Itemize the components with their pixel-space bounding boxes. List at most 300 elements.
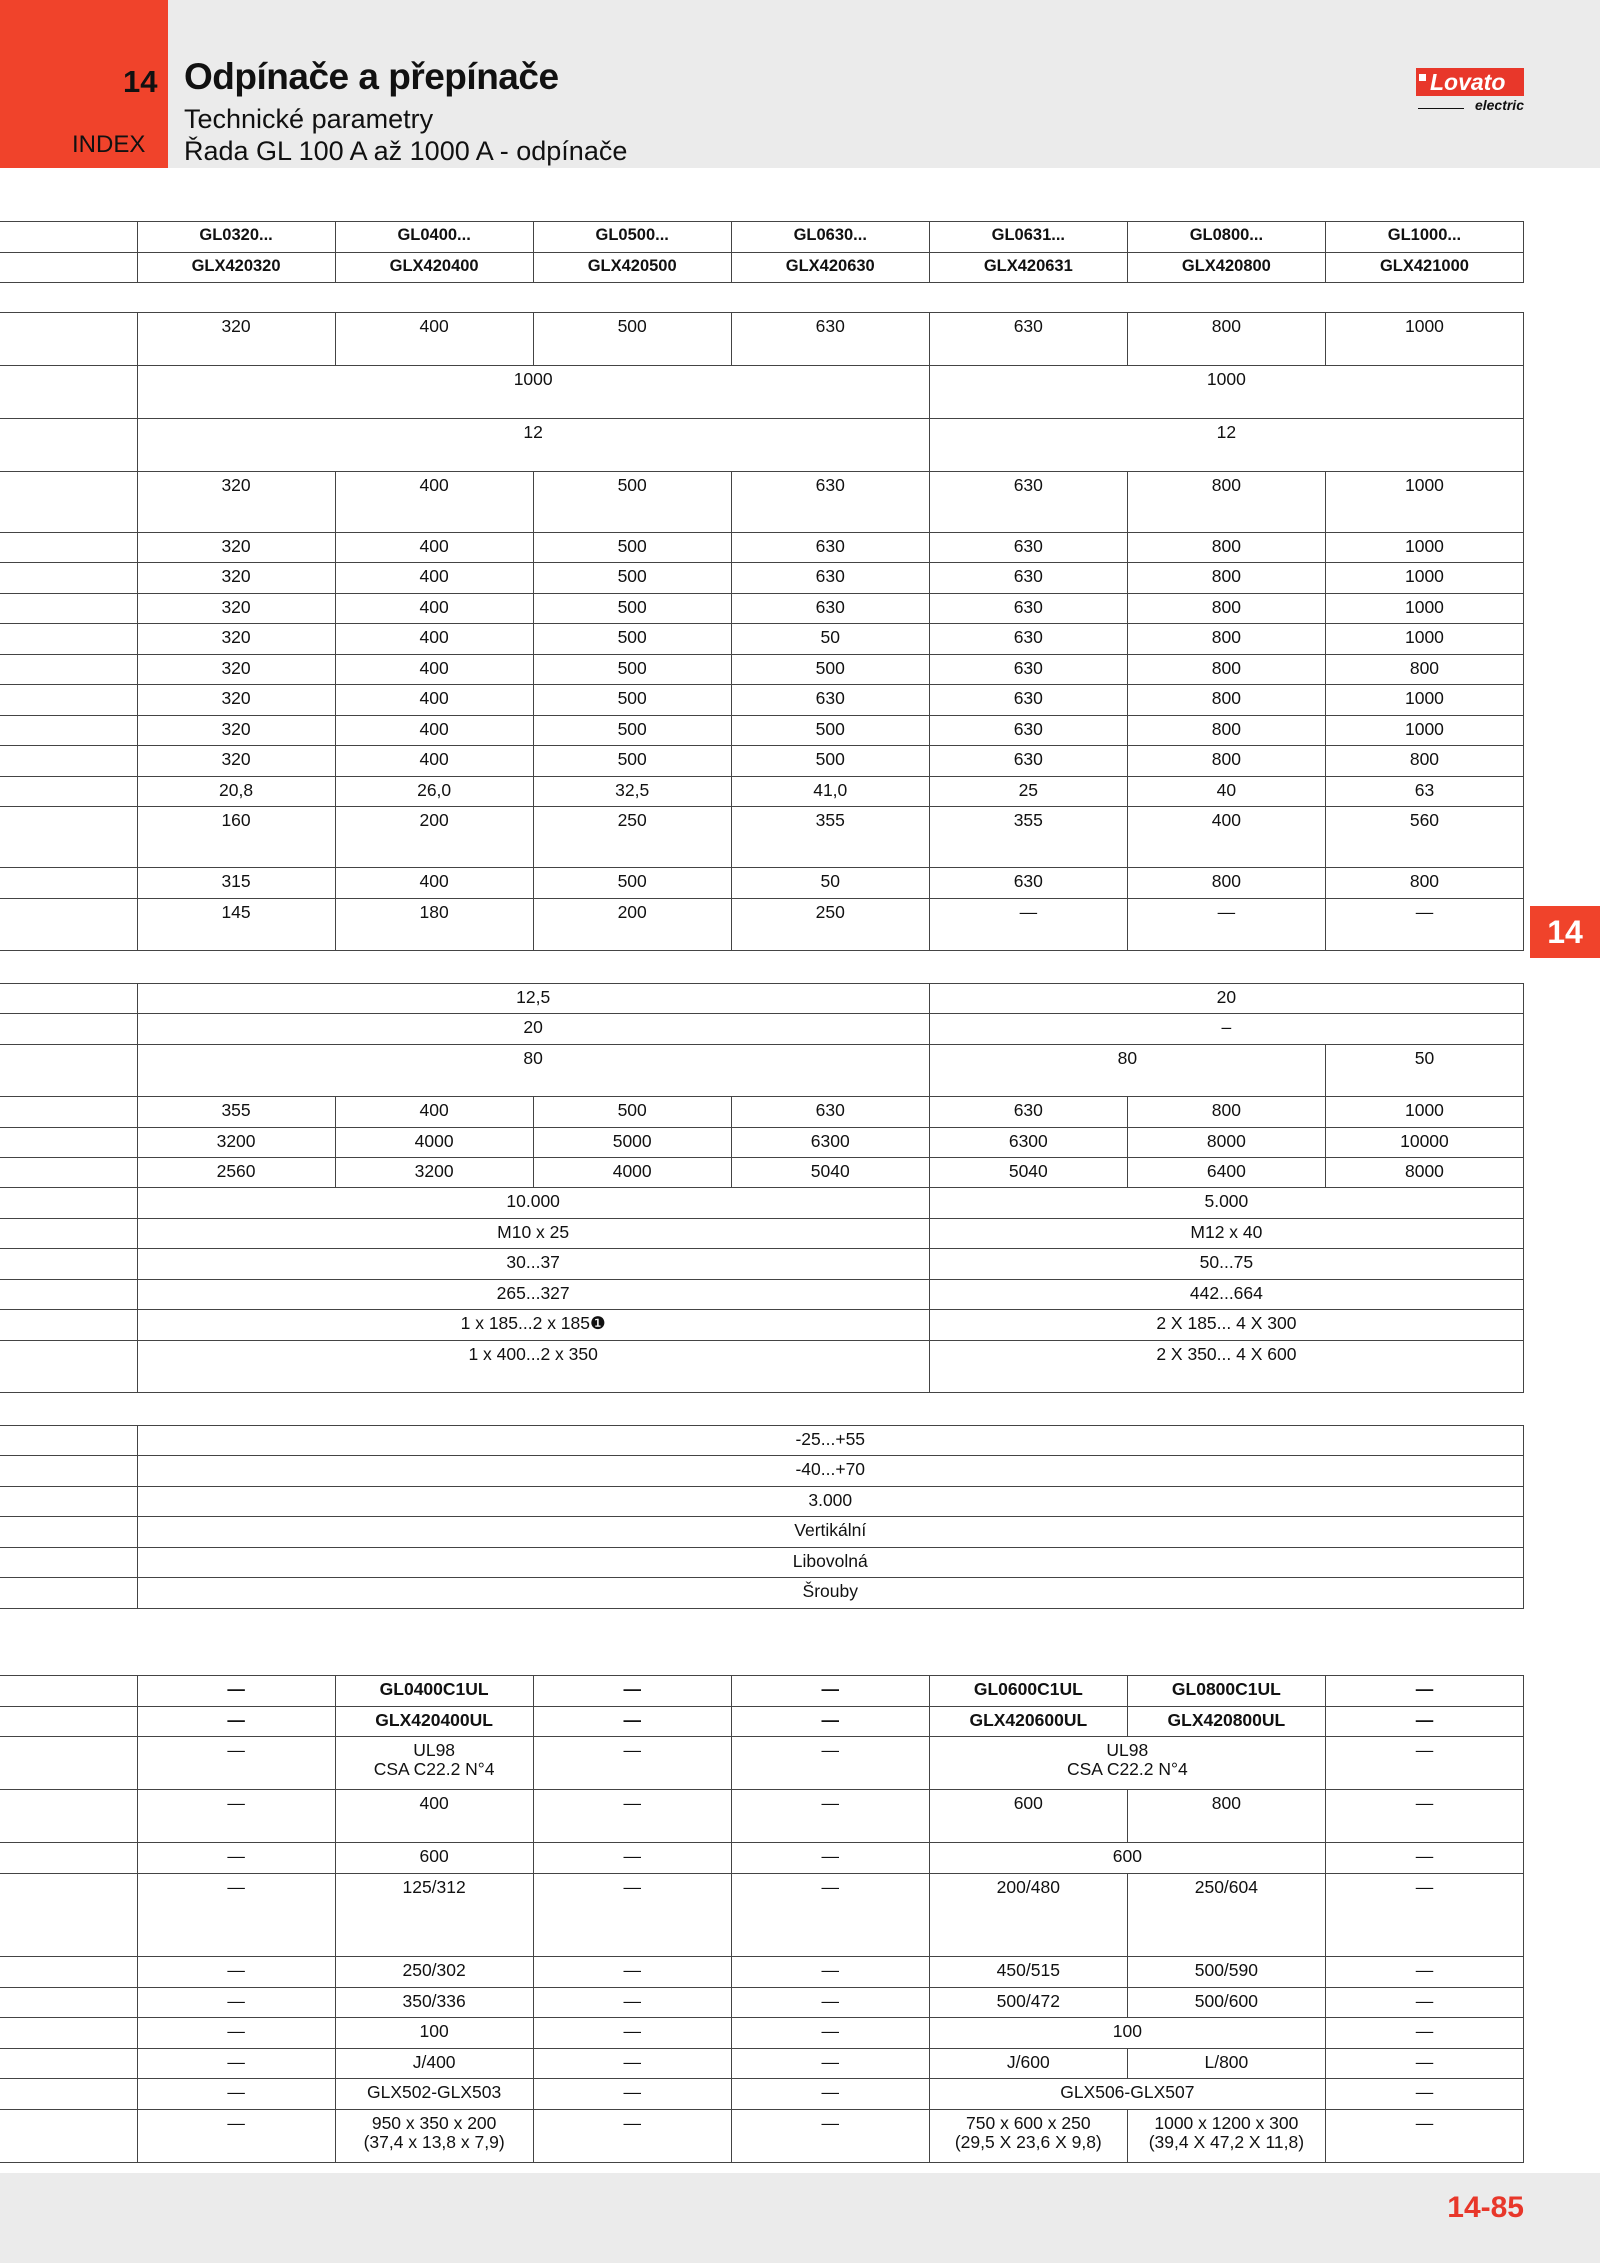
value-cell: — (137, 1737, 335, 1790)
value-cell: 8000 (1127, 1128, 1325, 1158)
model-cell: GLX420500 (533, 253, 731, 283)
value-cell: 800 (1325, 655, 1523, 685)
value-cell: 1000 (1325, 685, 1523, 716)
value-cell: 450/515 (929, 1957, 1127, 1988)
model-cell: GLX420320 (137, 253, 335, 283)
value-cell: 6300 (731, 1128, 929, 1158)
value-cell: 200 (533, 899, 731, 951)
table-row (0, 1548, 1524, 1578)
value-cell: 400 (335, 716, 533, 746)
cell-line: 750 x 600 x 250 (966, 2113, 1091, 2133)
value-cell: — (1325, 1843, 1523, 1874)
table-row (0, 1874, 1524, 1957)
value-cell: Libovolná (137, 1548, 1523, 1578)
table-row (0, 1676, 1524, 1707)
cell-line: CSA C22.2 N°4 (1066, 1759, 1188, 1779)
value-cell: 4000 (335, 1128, 533, 1158)
cell-line: (39,4 X 47,2 X 11,8) (1148, 2132, 1305, 2152)
value-cell: 320 (137, 624, 335, 655)
value-cell: 500 (533, 716, 731, 746)
table-row (0, 1456, 1524, 1487)
value-cell: 3200 (137, 1128, 335, 1158)
value-cell: 800 (1127, 746, 1325, 777)
table-row (0, 899, 1524, 951)
value-cell: 630 (929, 746, 1127, 777)
value-cell: 320 (137, 746, 335, 777)
table-row (0, 1188, 1524, 1219)
value-cell: GLX502-GLX503 (335, 2079, 533, 2110)
cell-line: (37,4 x 13,8 x 7,9) (363, 2132, 505, 2152)
cell-line: (29,5 X 23,6 X 9,8) (954, 2132, 1102, 2152)
value-cell: — (1325, 1957, 1523, 1988)
table-row (0, 1280, 1524, 1310)
row-label (0, 253, 137, 283)
value-cell (929, 1737, 1325, 1790)
value-cell: 630 (929, 594, 1127, 624)
value-cell: — (929, 899, 1127, 951)
value-cell: — (1325, 899, 1523, 951)
value-cell: 320 (137, 685, 335, 716)
value-cell: 26,0 (335, 777, 533, 807)
cell-line: 950 x 350 x 200 (371, 2113, 497, 2133)
value-cell: — (1325, 1737, 1523, 1790)
value-cell: — (731, 1707, 929, 1737)
value-cell: — (137, 1676, 335, 1707)
value-cell: 630 (929, 868, 1127, 899)
page-subtitle: Technické parametry (184, 104, 434, 134)
value-cell: 800 (1127, 563, 1325, 594)
value-cell: — (533, 1737, 731, 1790)
table-row (0, 1957, 1524, 1988)
value-cell: — (1325, 1874, 1523, 1957)
table-row (0, 1128, 1524, 1158)
table-row (0, 1843, 1524, 1874)
value-cell: — (731, 2049, 929, 2079)
page-subtitle-series: Řada GL 100 A až 1000 A - odpínače (184, 136, 628, 166)
value-cell: 355 (929, 807, 1127, 868)
value-cell: 630 (929, 313, 1127, 366)
table-row (0, 1219, 1524, 1249)
value-cell: 400 (335, 868, 533, 899)
value-cell: 30...37 (137, 1249, 929, 1280)
table-row (0, 533, 1524, 563)
value-cell: 250/302 (335, 1957, 533, 1988)
value-cell: 500 (533, 746, 731, 777)
value-cell: 500/590 (1127, 1957, 1325, 1988)
value-cell: 630 (731, 1097, 929, 1128)
value-cell: — (533, 1790, 731, 1843)
value-cell: — (533, 1957, 731, 1988)
value-cell: 320 (137, 533, 335, 563)
value-cell: 1000 (1325, 533, 1523, 563)
value-cell: — (731, 1676, 929, 1707)
value-cell: 500 (533, 533, 731, 563)
table-row (0, 594, 1524, 624)
page-footer (0, 2173, 1600, 2263)
value-cell: 355 (137, 1097, 335, 1128)
value-cell: 100 (929, 2018, 1325, 2049)
value-cell: 50 (1325, 1045, 1523, 1097)
value-cell: 630 (731, 594, 929, 624)
value-cell: 800 (1127, 313, 1325, 366)
value-cell: — (137, 1988, 335, 2018)
value-cell: — (1325, 1988, 1523, 2018)
table-row (0, 1097, 1524, 1128)
value-cell (1127, 2110, 1325, 2163)
value-cell: 400 (335, 594, 533, 624)
value-cell: 500 (533, 594, 731, 624)
value-cell: 400 (335, 685, 533, 716)
value-cell: 50...75 (929, 1249, 1523, 1280)
value-cell: 6300 (929, 1128, 1127, 1158)
table-row (0, 563, 1524, 594)
logo-brand-text: Lovato (1430, 69, 1506, 95)
value-cell: M10 x 25 (137, 1219, 929, 1249)
table-row (0, 777, 1524, 807)
value-cell: 20 (929, 984, 1523, 1014)
chapter-side-tab[interactable]: 14 (1530, 906, 1600, 958)
value-cell: — (137, 1874, 335, 1957)
value-cell: — (1325, 1707, 1523, 1737)
value-cell: 500 (731, 716, 929, 746)
model-cell: GL0800C1UL (1127, 1676, 1325, 1707)
value-cell: 800 (1127, 624, 1325, 655)
value-cell: 5040 (929, 1158, 1127, 1188)
value-cell: 3.000 (137, 1487, 1523, 1517)
value-cell: L/800 (1127, 2049, 1325, 2079)
value-cell: 500 (731, 655, 929, 685)
table-row (0, 313, 1524, 366)
value-cell: 400 (335, 472, 533, 533)
value-cell: 12,5 (137, 984, 929, 1014)
value-cell: 800 (1127, 472, 1325, 533)
value-cell: 600 (929, 1790, 1127, 1843)
table-row (0, 1988, 1524, 2018)
value-cell: GLX506-GLX507 (929, 2079, 1325, 2110)
cell-line: UL98 (413, 1740, 456, 1760)
model-cell: GLX420631 (929, 253, 1127, 283)
value-cell: — (533, 1988, 731, 2018)
table-row (0, 1737, 1524, 1790)
ul-table (0, 1675, 1524, 2163)
table-row (0, 2018, 1524, 2049)
value-cell: 500 (533, 624, 731, 655)
value-cell: — (137, 1707, 335, 1737)
value-cell: 400 (335, 563, 533, 594)
value-cell: 600 (929, 1843, 1325, 1874)
table-row (0, 685, 1524, 716)
value-cell: -40...+70 (137, 1456, 1523, 1487)
value-cell: 12 (929, 419, 1523, 472)
table-row (0, 1790, 1524, 1843)
value-cell: 41,0 (731, 777, 929, 807)
value-cell: 800 (1325, 746, 1523, 777)
model-cell: GL1000... (1325, 222, 1523, 253)
value-cell: 500 (533, 685, 731, 716)
value-cell: — (1325, 2018, 1523, 2049)
value-cell: — (1325, 2079, 1523, 2110)
value-cell: 630 (929, 716, 1127, 746)
value-cell: 5000 (533, 1128, 731, 1158)
table-row (0, 1014, 1524, 1045)
value-cell: M12 x 40 (929, 1219, 1523, 1249)
value-cell: 1 x 185...2 x 185❶ (137, 1310, 929, 1341)
cell-line: 1000 x 1200 x 300 (1154, 2113, 1299, 2133)
value-cell: 20,8 (137, 777, 335, 807)
logo-square-icon (1419, 74, 1426, 81)
value-cell: 355 (731, 807, 929, 868)
value-cell: 800 (1325, 868, 1523, 899)
value-cell: 800 (1127, 594, 1325, 624)
value-cell: 400 (1127, 807, 1325, 868)
value-cell: 800 (1127, 868, 1325, 899)
value-cell: 125/312 (335, 1874, 533, 1957)
table-row (0, 807, 1524, 868)
value-cell: — (731, 1737, 929, 1790)
value-cell: 400 (335, 624, 533, 655)
value-cell: 200 (335, 807, 533, 868)
value-cell: 800 (1127, 655, 1325, 685)
table-row (0, 624, 1524, 655)
value-cell (335, 1737, 533, 1790)
value-cell: -25...+55 (137, 1426, 1523, 1456)
table-row (0, 716, 1524, 746)
value-cell: 320 (137, 716, 335, 746)
model-cell: GLX420800UL (1127, 1707, 1325, 1737)
value-cell: 400 (335, 1790, 533, 1843)
value-cell: 800 (1127, 716, 1325, 746)
value-cell: — (137, 2079, 335, 2110)
value-cell: 800 (1127, 533, 1325, 563)
value-cell: Vertikální (137, 1517, 1523, 1548)
value-cell: 250 (533, 807, 731, 868)
value-cell: 50 (731, 624, 929, 655)
value-cell: 350/336 (335, 1988, 533, 2018)
value-cell: 5.000 (929, 1188, 1523, 1219)
value-cell: 1000 (1325, 472, 1523, 533)
value-cell: 160 (137, 807, 335, 868)
value-cell: — (533, 2049, 731, 2079)
value-cell: 1000 (929, 366, 1523, 419)
value-cell: 200/480 (929, 1874, 1127, 1957)
value-cell: 1000 (1325, 563, 1523, 594)
value-cell: 145 (137, 899, 335, 951)
value-cell: — (1325, 1676, 1523, 1707)
value-cell: 1000 (1325, 594, 1523, 624)
model-cell: GL0631... (929, 222, 1127, 253)
value-cell: 10000 (1325, 1128, 1523, 1158)
model-cell: GL0630... (731, 222, 929, 253)
value-cell: 400 (335, 1097, 533, 1128)
logo-brand (1416, 68, 1524, 96)
value-cell: — (1325, 2049, 1523, 2079)
value-cell: 3200 (335, 1158, 533, 1188)
value-cell: — (731, 1874, 929, 1957)
model-cell: GL0800... (1127, 222, 1325, 253)
value-cell: 320 (137, 594, 335, 624)
value-cell: — (1325, 1790, 1523, 1843)
value-cell: 63 (1325, 777, 1523, 807)
value-cell: — (137, 2018, 335, 2049)
value-cell: 10.000 (137, 1188, 929, 1219)
value-cell: 32,5 (533, 777, 731, 807)
value-cell: 500 (533, 1097, 731, 1128)
models-table (0, 221, 1524, 283)
value-cell: 560 (1325, 807, 1523, 868)
table-row (0, 1045, 1524, 1097)
value-cell: J/400 (335, 2049, 533, 2079)
table-row (0, 2079, 1524, 2110)
value-cell: Šrouby (137, 1578, 1523, 1609)
value-cell (335, 2110, 533, 2163)
model-cell: GL0600C1UL (929, 1676, 1127, 1707)
value-cell: 6400 (1127, 1158, 1325, 1188)
value-cell: 1 x 400...2 x 350 (137, 1341, 929, 1393)
value-cell: — (731, 1988, 929, 2018)
row-label (0, 222, 137, 253)
value-cell: 400 (335, 746, 533, 777)
page-title: Odpínače a přepínače (184, 56, 559, 97)
value-cell: — (731, 1843, 929, 1874)
value-cell: 2560 (137, 1158, 335, 1188)
value-cell: 320 (137, 655, 335, 685)
value-cell: 400 (335, 313, 533, 366)
electrical-table (0, 312, 1524, 951)
value-cell: — (731, 1790, 929, 1843)
table-row (0, 222, 1524, 253)
value-cell: 500/600 (1127, 1988, 1325, 2018)
value-cell: 250 (731, 899, 929, 951)
table-row (0, 2110, 1524, 2163)
model-cell: GL0400... (335, 222, 533, 253)
value-cell: 25 (929, 777, 1127, 807)
value-cell: 320 (137, 472, 335, 533)
value-cell: 630 (929, 685, 1127, 716)
value-cell: 320 (137, 313, 335, 366)
value-cell: 500 (533, 313, 731, 366)
value-cell: 500/472 (929, 1988, 1127, 2018)
value-cell: 320 (137, 563, 335, 594)
value-cell: 500 (533, 868, 731, 899)
value-cell: 630 (731, 472, 929, 533)
table-row (0, 984, 1524, 1014)
cell-line: UL98 (1106, 1740, 1149, 1760)
value-cell: 630 (929, 472, 1127, 533)
value-cell: 4000 (533, 1158, 731, 1188)
table-row (0, 1341, 1524, 1393)
value-cell: 500 (533, 563, 731, 594)
value-cell: 40 (1127, 777, 1325, 807)
value-cell: — (533, 1707, 731, 1737)
page-number: 14-85 (1447, 2191, 1524, 2224)
value-cell: 1000 (1325, 313, 1523, 366)
model-cell: GLX420600UL (929, 1707, 1127, 1737)
value-cell: 500 (731, 746, 929, 777)
value-cell: 5040 (731, 1158, 929, 1188)
value-cell: 20 (137, 1014, 929, 1045)
table-row (0, 1310, 1524, 1341)
value-cell: — (533, 2110, 731, 2163)
table-row (0, 366, 1524, 419)
value-cell: 630 (731, 533, 929, 563)
table-row (0, 2049, 1524, 2079)
value-cell: 50 (731, 868, 929, 899)
value-cell: – (929, 1014, 1523, 1045)
model-cell: GLX420630 (731, 253, 929, 283)
table-row (0, 1517, 1524, 1548)
table-row (0, 655, 1524, 685)
value-cell: 2 X 185... 4 X 300 (929, 1310, 1523, 1341)
model-cell: GLX421000 (1325, 253, 1523, 283)
value-cell: 800 (1127, 1097, 1325, 1128)
value-cell: — (137, 1957, 335, 1988)
value-cell: 500 (533, 655, 731, 685)
table-row (0, 746, 1524, 777)
chapter-number: 14 (123, 64, 158, 99)
value-cell: 630 (929, 655, 1127, 685)
value-cell: 180 (335, 899, 533, 951)
value-cell: 500 (533, 472, 731, 533)
value-cell: 630 (731, 563, 929, 594)
value-cell: — (731, 2079, 929, 2110)
value-cell: — (731, 2018, 929, 2049)
value-cell: 800 (1127, 685, 1325, 716)
value-cell: 1000 (1325, 1097, 1523, 1128)
value-cell: 12 (137, 419, 929, 472)
cell-line: CSA C22.2 N°4 (373, 1759, 495, 1779)
value-cell (929, 2110, 1127, 2163)
environment-table (0, 1425, 1524, 1609)
table-row (0, 253, 1524, 283)
value-cell: 250/604 (1127, 1874, 1325, 1957)
value-cell: 265...327 (137, 1280, 929, 1310)
value-cell: 630 (731, 685, 929, 716)
value-cell: 630 (929, 533, 1127, 563)
value-cell: — (533, 1676, 731, 1707)
mechanical-table (0, 983, 1524, 1393)
value-cell: — (533, 1843, 731, 1874)
table-row (0, 419, 1524, 472)
value-cell: J/600 (929, 2049, 1127, 2079)
value-cell: 80 (929, 1045, 1325, 1097)
index-link[interactable]: INDEX (72, 131, 146, 158)
page-header (0, 0, 1600, 168)
lovato-logo (1416, 68, 1524, 114)
value-cell: — (731, 1957, 929, 1988)
value-cell: 800 (1127, 1790, 1325, 1843)
value-cell: 100 (335, 2018, 533, 2049)
value-cell: — (137, 1790, 335, 1843)
model-cell: GLX420400 (335, 253, 533, 283)
model-cell: GL0500... (533, 222, 731, 253)
value-cell: 442...664 (929, 1280, 1523, 1310)
table-row (0, 868, 1524, 899)
model-cell: GL0400C1UL (335, 1676, 533, 1707)
value-cell: 80 (137, 1045, 929, 1097)
value-cell: 315 (137, 868, 335, 899)
model-cell: GLX420800 (1127, 253, 1325, 283)
table-row (0, 1487, 1524, 1517)
model-cell: GLX420400UL (335, 1707, 533, 1737)
value-cell: 630 (929, 563, 1127, 594)
value-cell: 1000 (1325, 624, 1523, 655)
value-cell: 8000 (1325, 1158, 1523, 1188)
value-cell: — (731, 2110, 929, 2163)
value-cell: 630 (929, 624, 1127, 655)
value-cell: 1000 (137, 366, 929, 419)
value-cell: — (1325, 2110, 1523, 2163)
value-cell: — (137, 1843, 335, 1874)
